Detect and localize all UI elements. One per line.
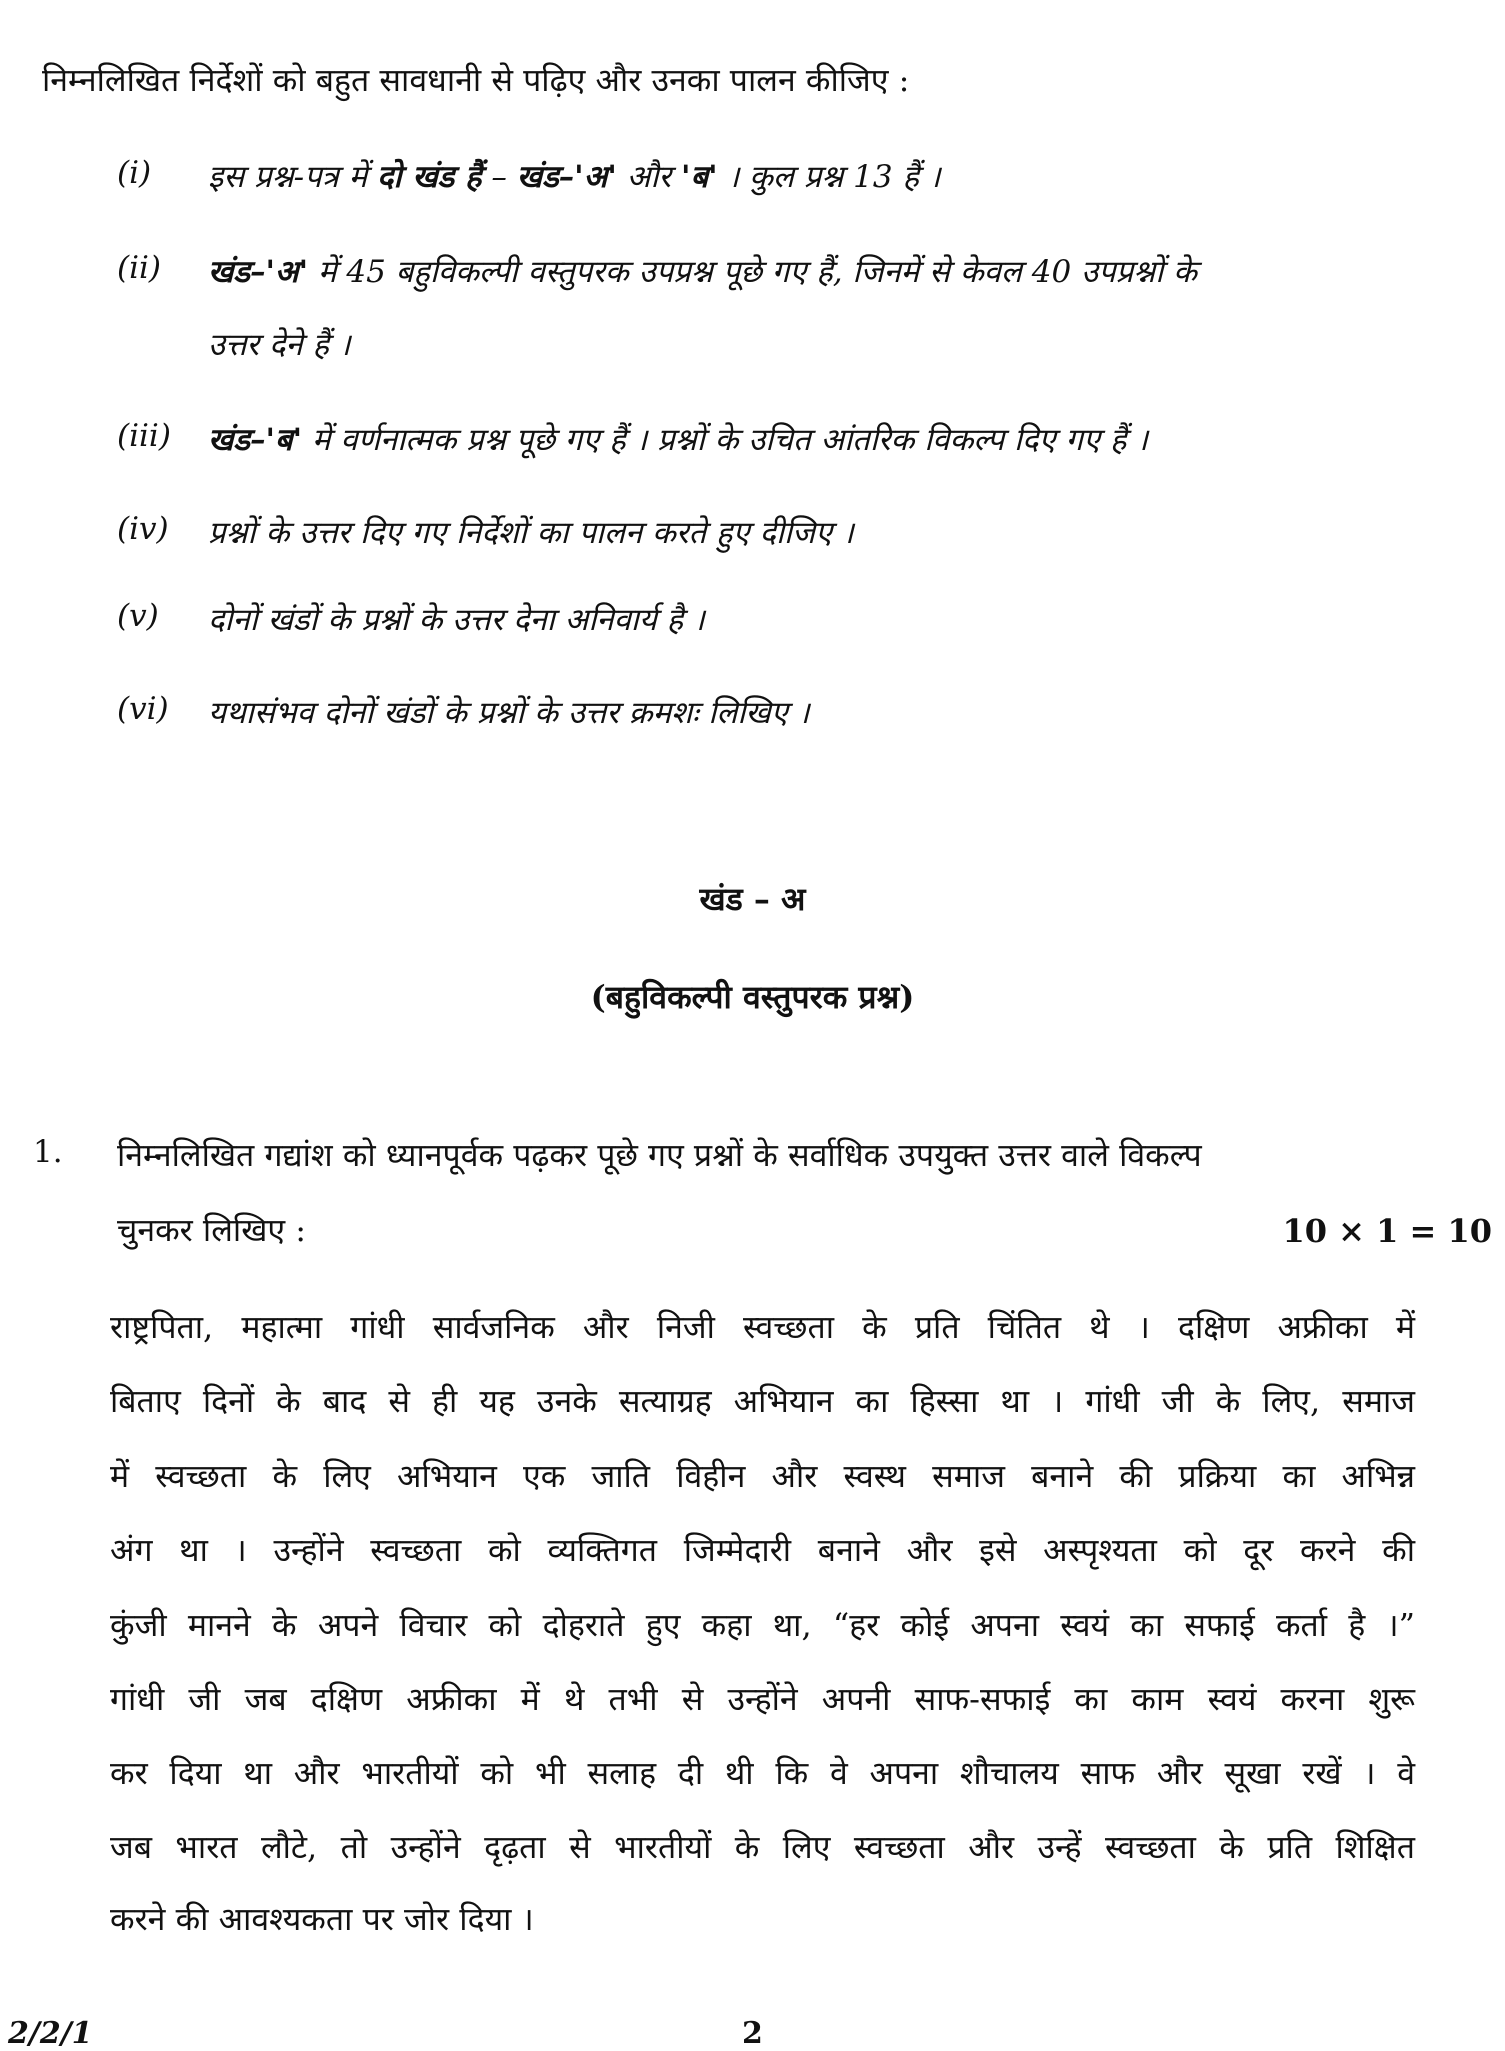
passage-line: बिताए दिनों के बाद से ही यह उनके सत्याग्रह अभियान का हिस्सा था । गांधी जी के लिए, समाज [110, 1382, 1415, 1420]
instruction-text: दोनों खंडों के प्रश्नों के उत्तर देना अनिवार्य है । [208, 602, 705, 638]
instructions-intro: निम्नलिखित निर्देशों को बहुत सावधानी से पढ़िए और उनका पालन कीजिए : [42, 61, 910, 99]
instruction-label: (v) [117, 598, 159, 634]
passage-line: करने की आवश्यकता पर जोर दिया । [110, 1900, 534, 1938]
instruction-item [0, 598, 1505, 638]
section-title: खंड – अ [699, 880, 806, 918]
instruction-item [0, 418, 1505, 458]
passage-line: कुंजी मानने के अपने विचार को दोहराते हुए कहा था, “हर कोई अपना स्वयं का सफाई कर्ता है ।” [110, 1606, 1415, 1644]
page-number: 2 [742, 2016, 763, 2051]
paper-code: 2/2/1 [8, 2016, 93, 2051]
instruction-text-continued: उत्तर देने हैं । [208, 327, 351, 363]
passage-line: जब भारत लौटे, तो उन्होंने दृढ़ता से भारतीयों के लिए स्वच्छता और उन्हें स्वच्छता के प्रति शिक्षित [110, 1828, 1415, 1866]
question-text-continued: चुनकर लिखिए : [117, 1211, 307, 1249]
instruction-text: प्रश्नों के उत्तर दिए गए निर्देशों का पालन करते हुए दीजिए । [208, 515, 854, 551]
instruction-label: (vi) [117, 691, 169, 727]
instruction-label: (i) [117, 155, 152, 191]
instruction-text: खंड–'अ' में 45 बहुविकल्पी वस्तुपरक उपप्रश्न पूछे गए हैं, जिनमें से केवल 40 उपप्रश्नों के [208, 254, 1197, 290]
passage-line: गांधी जी जब दक्षिण अफ्रीका में थे तभी से उन्होंने अपनी साफ-सफाई का काम स्वयं करना शुरू [110, 1680, 1415, 1718]
passage-line: कर दिया था और भारतीयों को भी सलाह दी थी कि वे अपना शौचालय साफ और सूखा रखें । वे [110, 1754, 1415, 1792]
passage-line: अंग था । उन्होंने स्वच्छता को व्यक्तिगत जिम्मेदारी बनाने और इसे अस्पृश्यता को दूर करने की [110, 1531, 1415, 1569]
instruction-label: (iii) [117, 418, 171, 454]
instruction-text: इस प्रश्न-पत्र में दो खंड हैं – खंड–'अ' और 'ब' । कुल प्रश्न 13 हैं । [208, 159, 941, 195]
passage-line: राष्ट्रपिता, महात्मा गांधी सार्वजनिक और निजी स्वच्छता के प्रति चिंतित थे । दक्षिण अफ्रीका में [110, 1308, 1415, 1346]
instruction-item [0, 691, 1505, 731]
passage-line: में स्वच्छता के लिए अभियान एक जाति विहीन और स्वस्थ समाज बनाने की प्रक्रिया का अभिन्न [110, 1457, 1415, 1495]
instruction-item [0, 511, 1505, 551]
instruction-label: (iv) [117, 511, 169, 547]
question-marks: 10 × 1 = 10 [1282, 1212, 1492, 1250]
instruction-item [0, 155, 1505, 195]
instruction-text: खंड–'ब' में वर्णनात्मक प्रश्न पूछे गए हैं । प्रश्नों के उचित आंतरिक विकल्प दिए गए हैं । [208, 422, 1149, 458]
question-text: निम्नलिखित गद्यांश को ध्यानपूर्वक पढ़कर पूछे गए प्रश्नों के सर्वाधिक उपयुक्त उत्तर वाले विकल्प [117, 1136, 1202, 1174]
instruction-label: (ii) [117, 250, 162, 286]
question-number: 1. [33, 1134, 63, 1170]
instruction-item [0, 250, 1505, 290]
instruction-text: यथासंभव दोनों खंडों के प्रश्नों के उत्तर क्रमशः लिखिए । [208, 695, 810, 731]
section-subtitle: (बहुविकल्पी वस्तुपरक प्रश्न) [590, 978, 915, 1016]
